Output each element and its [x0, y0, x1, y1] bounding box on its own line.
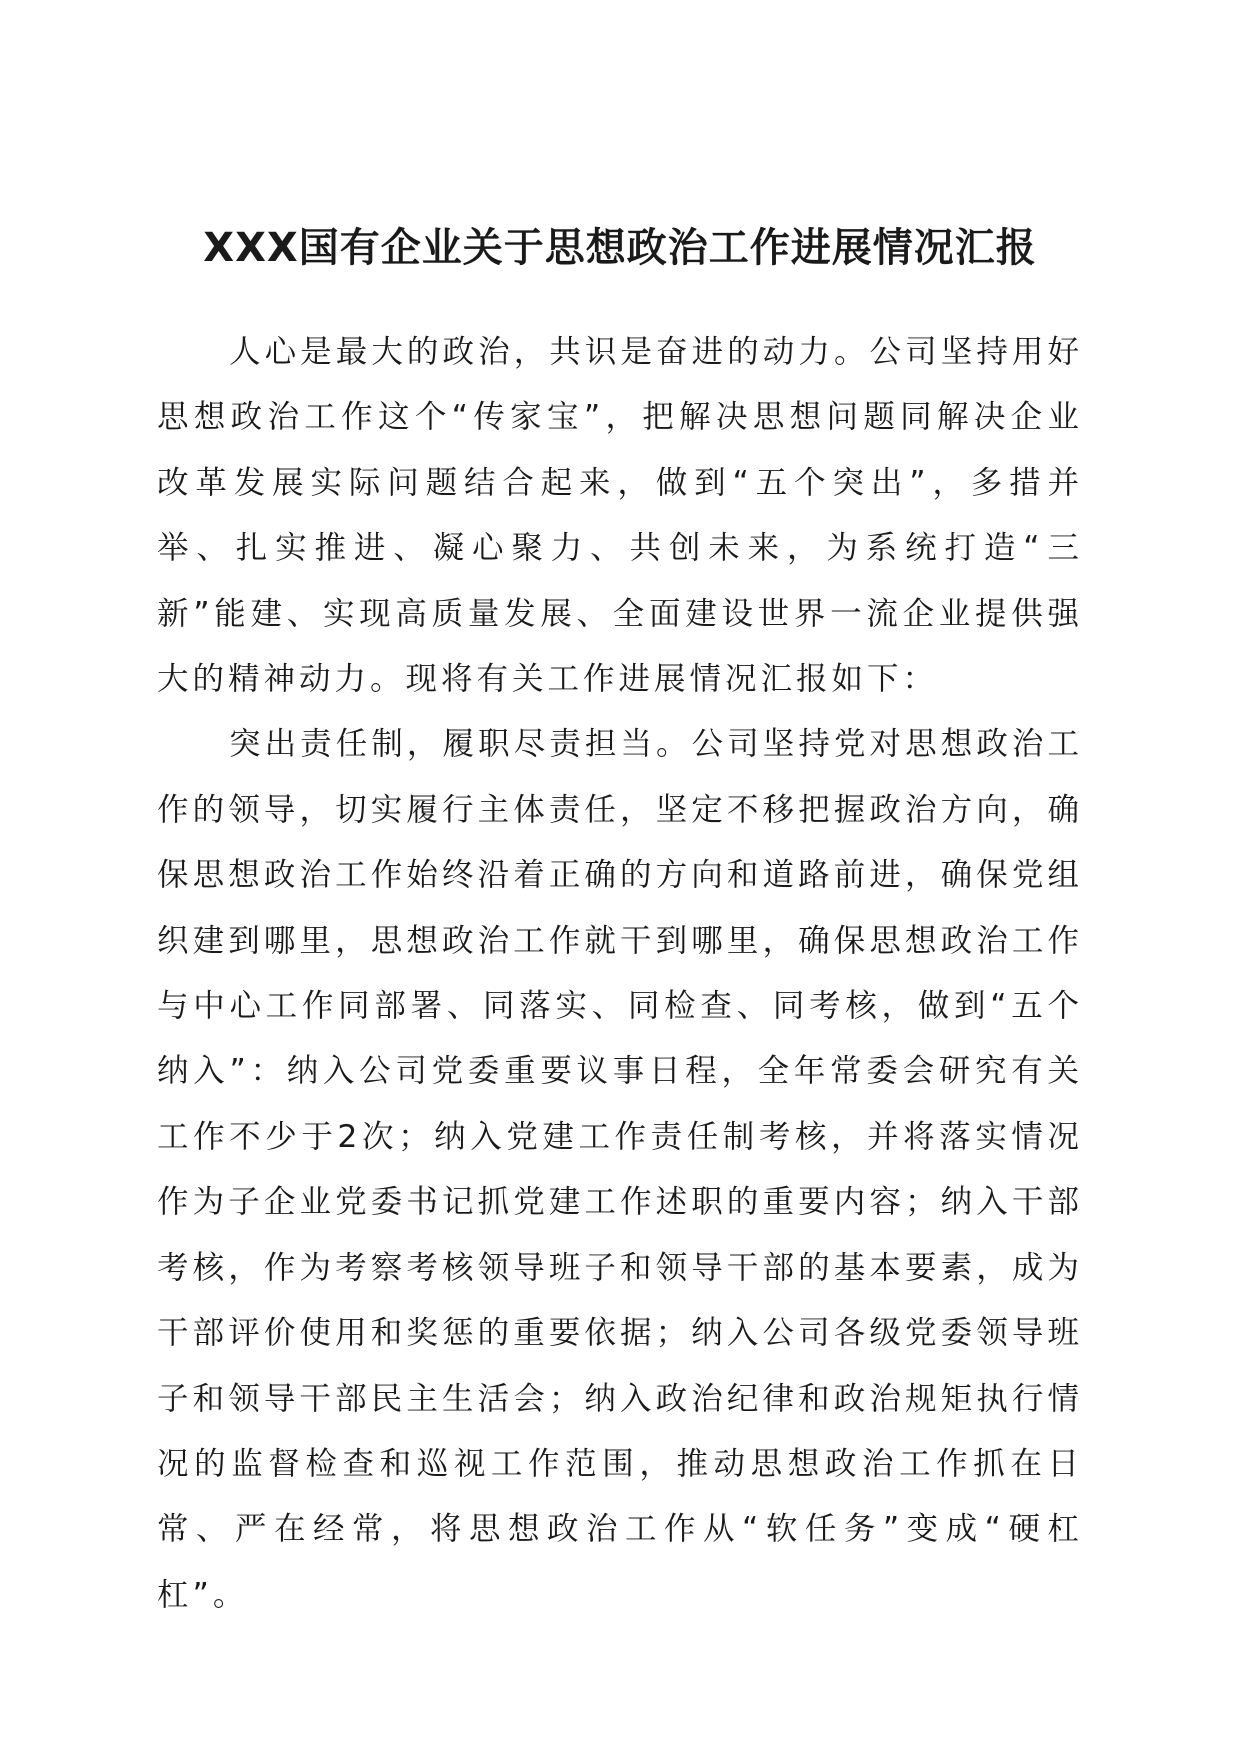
paragraph-intro: 人心是最大的政治，共识是奋进的动力。公司坚持用好思想政治工作这个“传家宝”，把解决思想问题同解决企业改革发展实际问题结合起来，做到“五个突出”，多措并举、扎实推进、凝心聚力、共创未来，为系统打造“三新”能建、实现高质量发展、全面建设世界一流企业提供强大的精神动力。现将有关工作进展情况汇报如下： [157, 334, 1083, 698]
document-body [157, 320, 1083, 1628]
paragraph-responsibility: 突出责任制，履职尽责担当。公司坚持党对思想政治工作的领导，切实履行主体责任，坚定不移把握政治方向，确保思想政治工作始终沿着正确的方向和道路前进，确保党组织建到哪里，思想政治工作就干到哪里，确保思想政治工作与中心工作同部署、同落实、同检查、同考核，做到“五个纳入”：纳入公司党委重要议事日程，全年常委会研究有关工作不少于2次；纳入党建工作责任制考核，并将落实情况作为子企业党委书记抓党建工作述职的重要内容；纳入干部考核，作为考察考核领导班子和领导干部的基本要素，成为干部评价使用和奖惩的重要依据；纳入公司各级党委领导班子和领导干部民主生活会；纳入政治纪律和政治规矩执行情况的监督检查和巡视工作范围，推动思想政治工作抓在日常、严在经常，将思想政治工作从“软任务”变成“硬杠杠”。 [157, 726, 1083, 1613]
document-title: XXX国有企业关于思想政治工作进展情况汇报 [203, 225, 1037, 271]
